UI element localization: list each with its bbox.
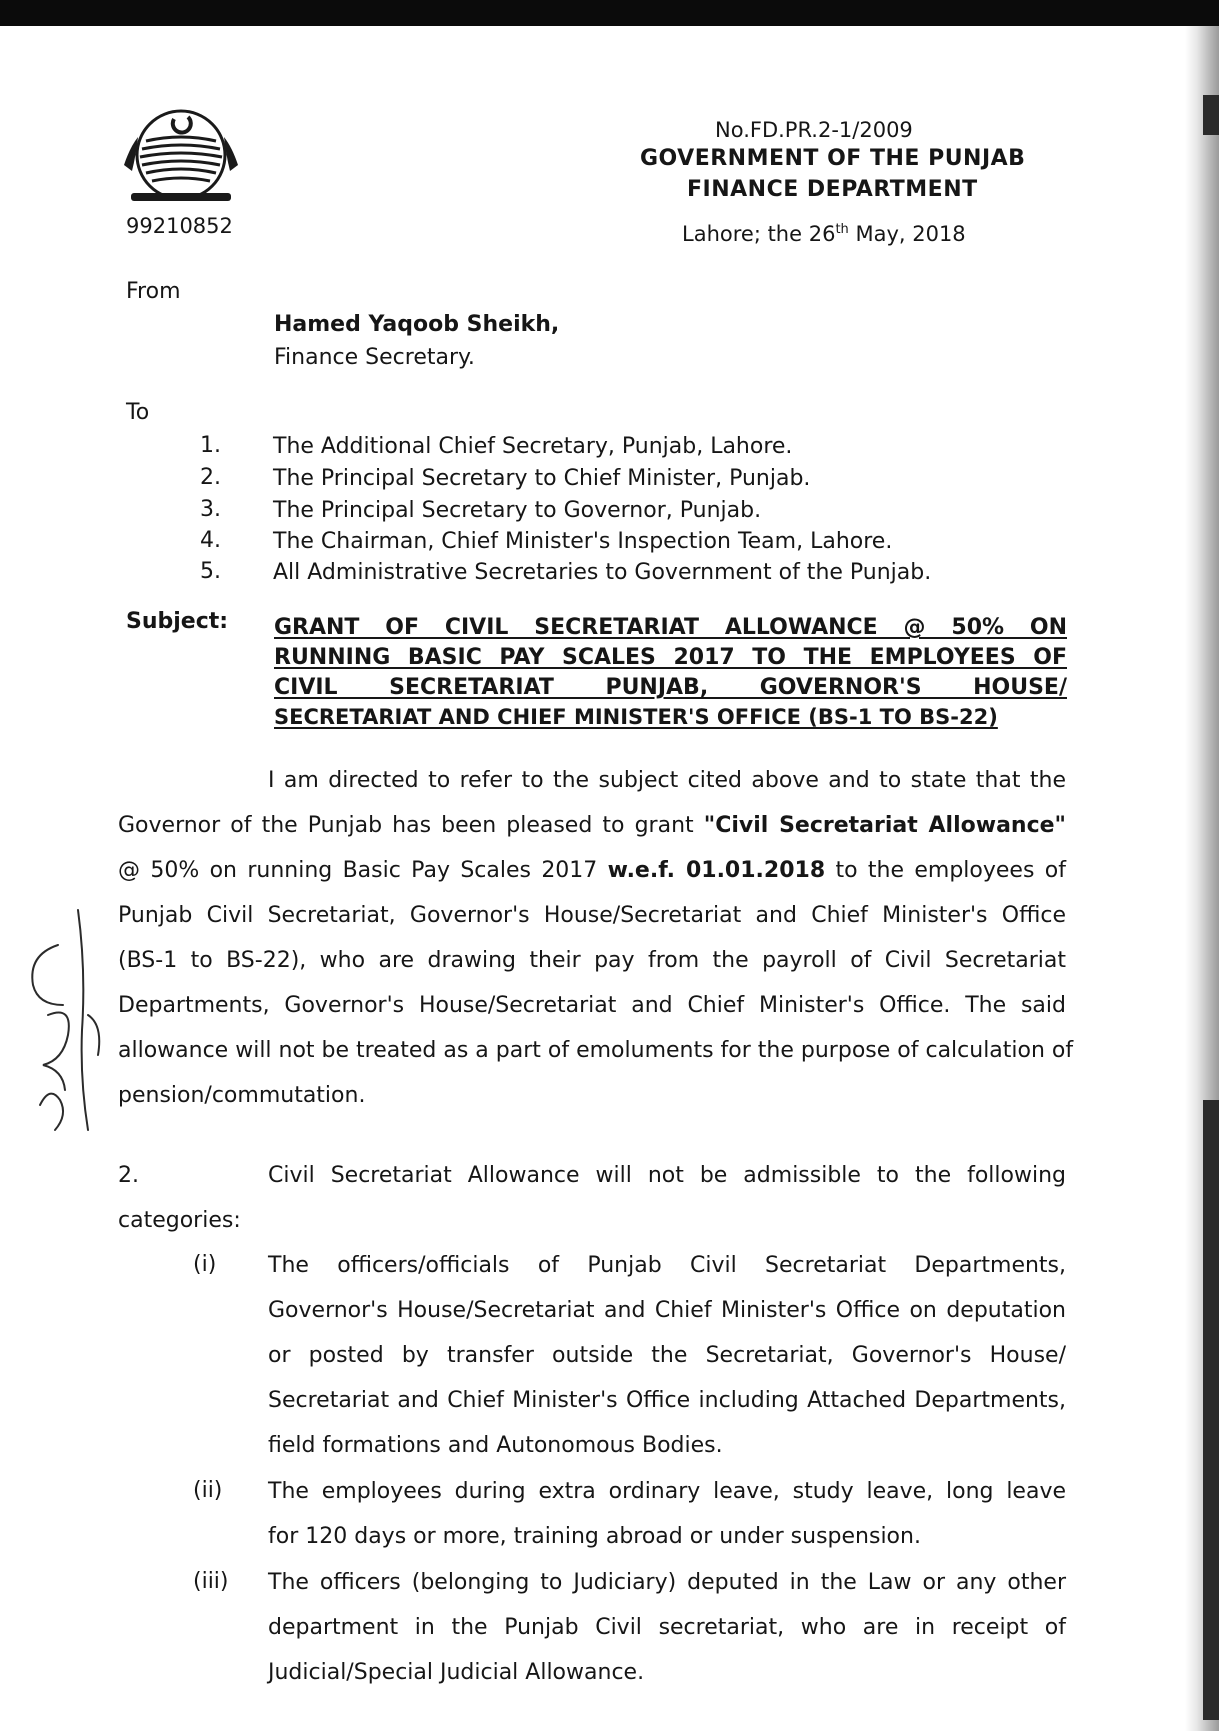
exclusion-number: (iii) — [193, 1569, 229, 1594]
paragraph-1-line: allowance will not be treated as a part of emoluments for the purpose of calculation of — [118, 1038, 1074, 1063]
recipient-text: The Additional Chief Secretary, Punjab, Lahore. — [273, 434, 793, 459]
recipient-number: 4. — [200, 528, 221, 553]
paragraph-1-line: Departments, Governor's House/Secretariat and Chief Minister's Office. The said — [118, 993, 1066, 1018]
date-suffix: May, 2018 — [848, 222, 966, 246]
to-label: To — [126, 400, 150, 425]
exclusion-number: (ii) — [193, 1478, 223, 1503]
subject-line: RUNNING BASIC PAY SCALES 2017 TO THE EMPLOYEES OF — [274, 645, 1067, 670]
punjab-emblem-icon — [116, 105, 246, 215]
from-label: From — [126, 279, 181, 304]
recipient-number: 2. — [200, 465, 221, 490]
exclusion-line: department in the Punjab Civil secretariat, who are in receipt of — [268, 1615, 1066, 1640]
para1-text: to the employees of — [825, 858, 1066, 883]
paragraph-1-line — [118, 858, 1066, 883]
exclusion-line: for 120 days or more, training abroad or under suspension. — [268, 1524, 921, 1549]
paragraph-1-line — [118, 813, 1066, 838]
paragraph-1-line: pension/commutation. — [118, 1083, 366, 1108]
exclusion-line: The officers/officials of Punjab Civil Secretariat Departments, — [268, 1253, 1066, 1278]
recipient-number: 1. — [200, 433, 221, 458]
subject-label: Subject: — [126, 609, 229, 634]
recipient-number: 5. — [200, 559, 221, 584]
exclusion-line: Secretariat and Chief Minister's Office including Attached Departments, — [268, 1388, 1066, 1413]
reference-number: No.FD.PR.2-1/2009 — [715, 118, 913, 142]
scan-edge-mark — [1203, 1100, 1219, 1720]
para1-bold: w.e.f. 01.01.2018 — [607, 858, 826, 883]
exclusion-number: (i) — [193, 1252, 217, 1277]
handwritten-signature — [18, 905, 118, 1145]
exclusion-line: field formations and Autonomous Bodies. — [268, 1433, 723, 1458]
government-title: GOVERNMENT OF THE PUNJAB — [640, 146, 1026, 171]
paragraph-1-line: (BS-1 to BS-22), who are drawing their pay from the payroll of Civil Secretariat — [118, 948, 1066, 973]
recipient-text: The Principal Secretary to Chief Minister, Punjab. — [273, 466, 811, 491]
exclusion-line: The employees during extra ordinary leave, study leave, long leave — [268, 1479, 1066, 1504]
recipient-text: The Chairman, Chief Minister's Inspection Team, Lahore. — [273, 529, 893, 554]
paragraph-2-line: Civil Secretariat Allowance will not be admissible to the following — [268, 1163, 1066, 1188]
exclusion-line: Governor's House/Secretariat and Chief Minister's Office on deputation — [268, 1298, 1066, 1323]
subject-line: GRANT OF CIVIL SECRETARIAT ALLOWANCE @ 50% ON — [274, 615, 1067, 640]
para1-text: Governor of the Punjab has been pleased to grant — [118, 813, 704, 838]
exclusion-line: The officers (belonging to Judiciary) deputed in the Law or any other — [268, 1570, 1066, 1595]
department-title: FINANCE DEPARTMENT — [687, 177, 978, 202]
para1-bold: "Civil Secretariat Allowance" — [703, 813, 1066, 838]
recipient-number: 3. — [200, 497, 221, 522]
date-superscript: th — [835, 222, 849, 237]
exclusion-line: or posted by transfer outside the Secretariat, Governor's House/ — [268, 1343, 1066, 1368]
recipient-text: All Administrative Secretaries to Government of the Punjab. — [273, 560, 932, 585]
recipient-text: The Principal Secretary to Governor, Punjab. — [273, 498, 762, 523]
scan-edge-mark — [1203, 95, 1219, 135]
sender-name: Hamed Yaqoob Sheikh, — [274, 312, 560, 337]
scan-top-border — [0, 0, 1219, 26]
file-number: 99210852 — [126, 214, 233, 238]
para1-text: @ 50% on running Basic Pay Scales 2017 — [118, 858, 608, 883]
sender-designation: Finance Secretary. — [274, 345, 475, 370]
letter-date — [682, 222, 966, 246]
exclusion-line: Judicial/Special Judicial Allowance. — [268, 1660, 645, 1685]
paragraph-1-line: I am directed to refer to the subject cited above and to state that the — [268, 768, 1066, 793]
paragraph-2-line: categories: — [118, 1208, 241, 1233]
subject-line: CIVIL SECRETARIAT PUNJAB, GOVERNOR'S HOUSE/ — [274, 675, 1067, 700]
subject-line: SECRETARIAT AND CHIEF MINISTER'S OFFICE (BS-1 TO BS-22) — [274, 705, 998, 729]
paragraph-1-line: Punjab Civil Secretariat, Governor's House/Secretariat and Chief Minister's Office — [118, 903, 1066, 928]
date-prefix: Lahore; the 26 — [682, 222, 836, 246]
paragraph-2-number: 2. — [118, 1163, 139, 1188]
